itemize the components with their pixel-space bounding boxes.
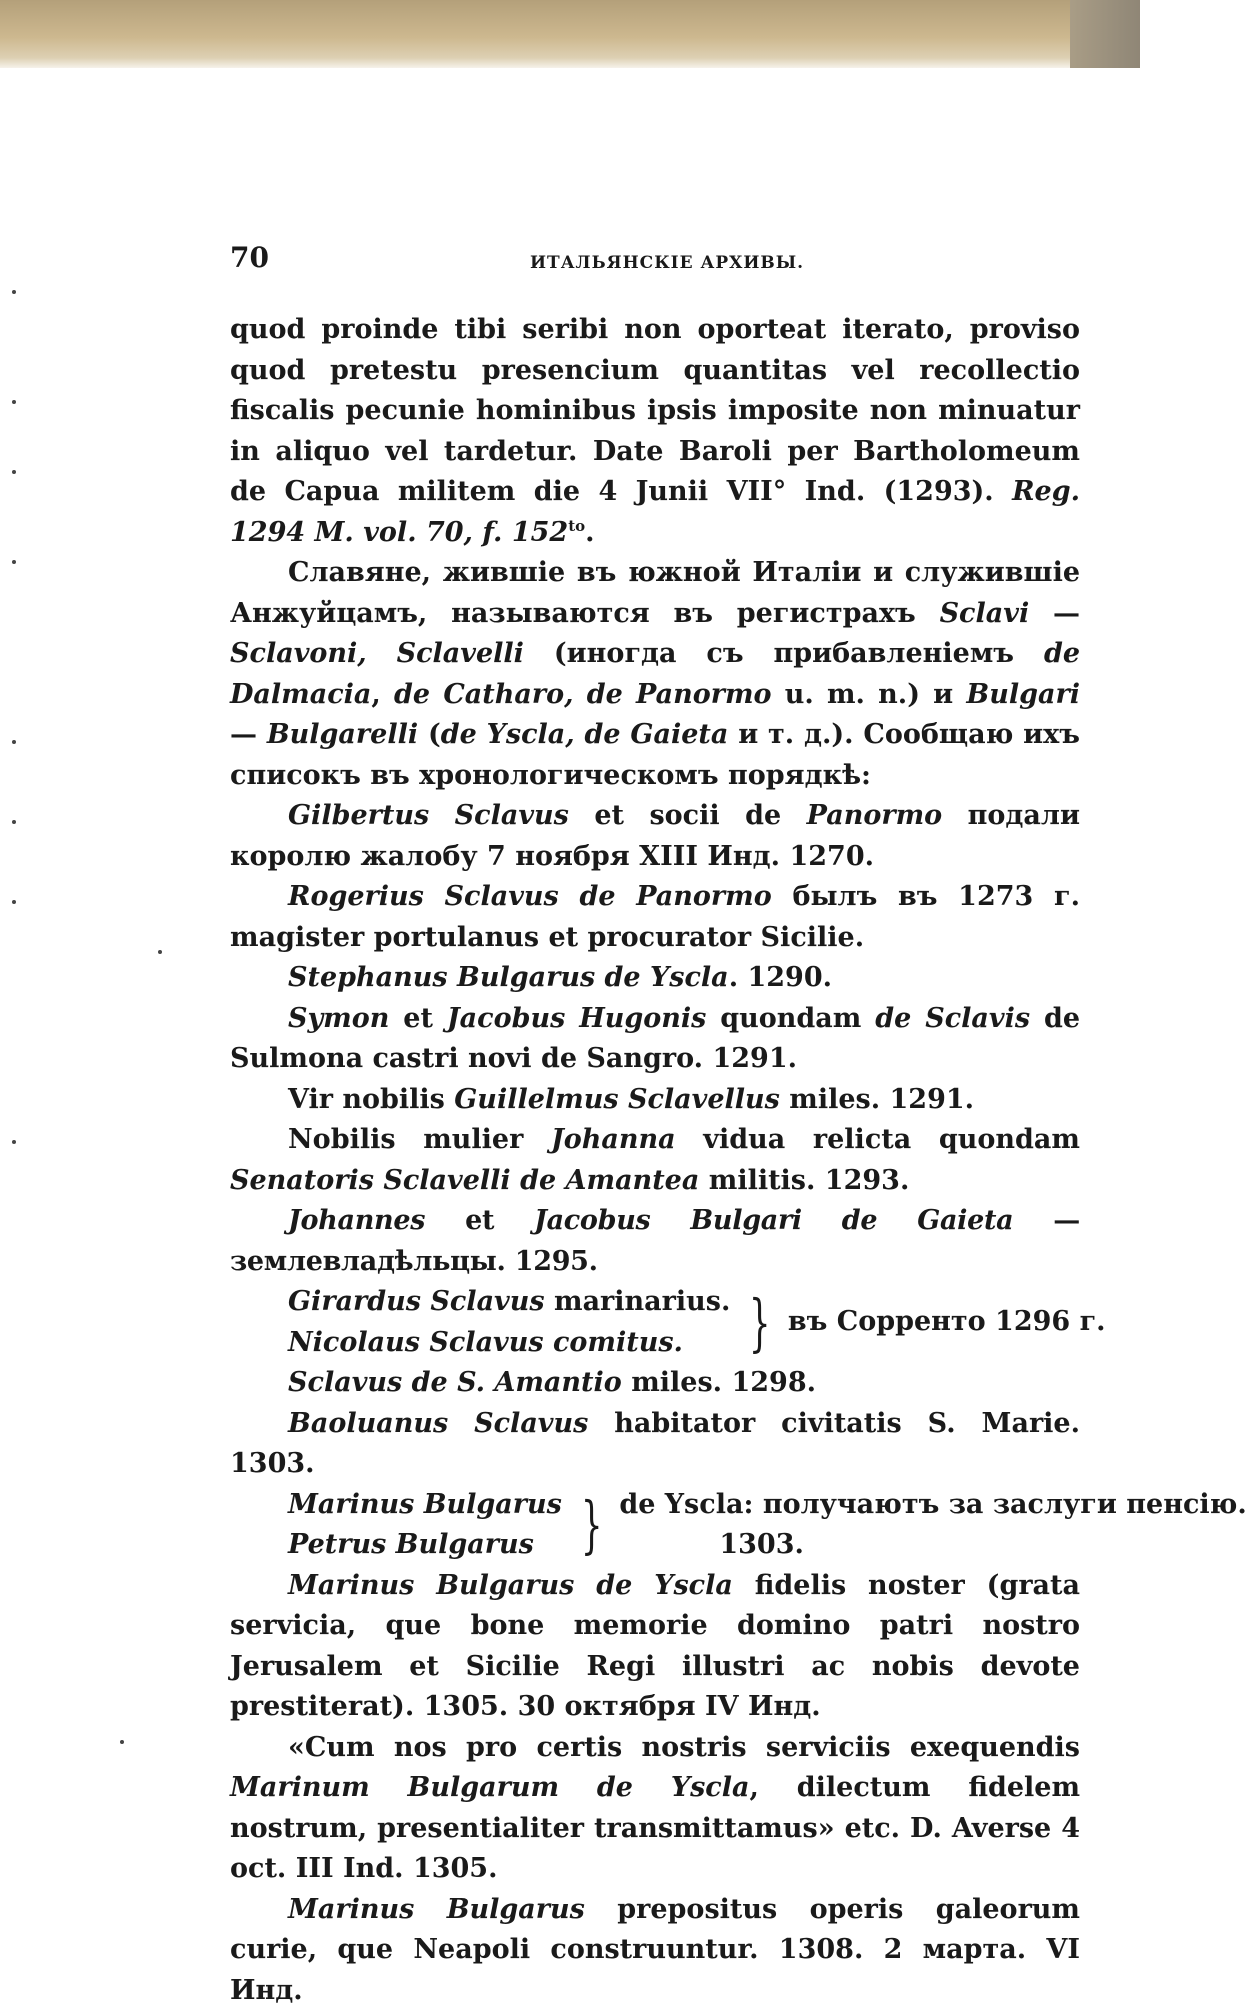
list-entry-1298: Sclavus de S. Amantio miles. 1298. <box>230 1363 1080 1404</box>
paragraph-continued: quod proinde tibi seribi non oporteat iterato, proviso quod pretestu presencium quantitas vel recollectio fiscalis pecunie hominibus ipsis imposite non minuatur in aliquo vel tardetur. Date Baroli per Bartholomeum de Capua militem die 4 Junii VII° Ind. (1293). Reg. 1294 M. vol. 70, f. $152^{to}$. <box>230 310 1080 553</box>
list-entry-1296: Girardus Sclavus marinarius. Nicolaus Sclavus comitus. } въ Сорренто 1296 г. <box>230 1282 1080 1363</box>
brace-glyph: } <box>581 1494 603 1556</box>
page-header <box>230 238 1080 278</box>
page-number: 70 <box>230 238 269 279</box>
list-entry-1293: Nobilis mulier Johanna vidua relicta quondam Senatoris Sclavelli de Amantea militis. 1293. <box>230 1120 1080 1201</box>
running-title: ИТАЛЬЯНСКІЕ АРХИВЫ. <box>530 243 804 284</box>
list-entry-1291-guillelmus: Vir nobilis Guillelmus Sclavellus miles. 1291. <box>230 1080 1080 1121</box>
list-entry-1308: Marinus Bulgarus prepositus operis galeorum curie, que Neapoli construuntur. 1308. 2 марта. VI Инд. <box>230 1890 1080 2011</box>
body-text <box>230 310 1080 2011</box>
list-entry-1303-bulgari: Marinus Bulgarus Petrus Bulgarus } de Yscla: получаютъ за заслуги пенсію. 1303. <box>230 1485 1080 1566</box>
scan-top-edge <box>0 0 1140 68</box>
list-entry-1273: Rogerius Sclavus de Panormo былъ въ 1273 г. magister portulanus et procurator Sicilie. <box>230 877 1080 958</box>
paragraph-intro: Славяне, жившіе въ южной Италіи и служившіе Анжуйцамъ, называются въ регистрахъ Sclavi — Sclavoni, Sclavelli (иногда съ прибавленіемъ de Dalmacia, de Catharo, de Panormo u. m. n.) и Bulgari — Bulgarelli (de Yscla, de Gaieta и т. д.). Сообщаю ихъ списокъ въ хронологическомъ порядкѣ: <box>230 553 1080 796</box>
list-entry-1305-a: Marinus Bulgarus de Yscla fidelis noster (grata servicia, que bone memorie domino patri nostro Jerusalem et Sicilie Regi illustri ac nobis devote prestiterat). 1305. 30 октября IV Инд. <box>230 1566 1080 1728</box>
brace-glyph: } <box>749 1292 771 1354</box>
list-entry-1305-b: «Cum nos pro certis nostris serviciis exequendis Marinum Bulgarum de Yscla, dilectum fidelem nostrum, presentialiter transmittamus» etc. D. Averse 4 oct. III Ind. 1305. <box>230 1728 1080 1890</box>
list-entry-1295: Johannes et Jacobus Bulgari de Gaieta — землевладѣльцы. 1295. <box>230 1201 1080 1282</box>
list-entry-1270: Gilbertus Sclavus et socii de Panormo подали королю жалобу 7 ноября XIII Инд. 1270. <box>230 796 1080 877</box>
list-entry-1303-baoluanus: Baoluanus Sclavus habitator civitatis S. Marie. 1303. <box>230 1404 1080 1485</box>
list-entry-1290: Stephanus Bulgarus de Yscla. 1290. <box>230 958 1080 999</box>
list-entry-1291-symon: Symon et Jacobus Hugonis quondam de Sclavis de Sulmona castri novi de Sangro. 1291. <box>230 999 1080 1080</box>
